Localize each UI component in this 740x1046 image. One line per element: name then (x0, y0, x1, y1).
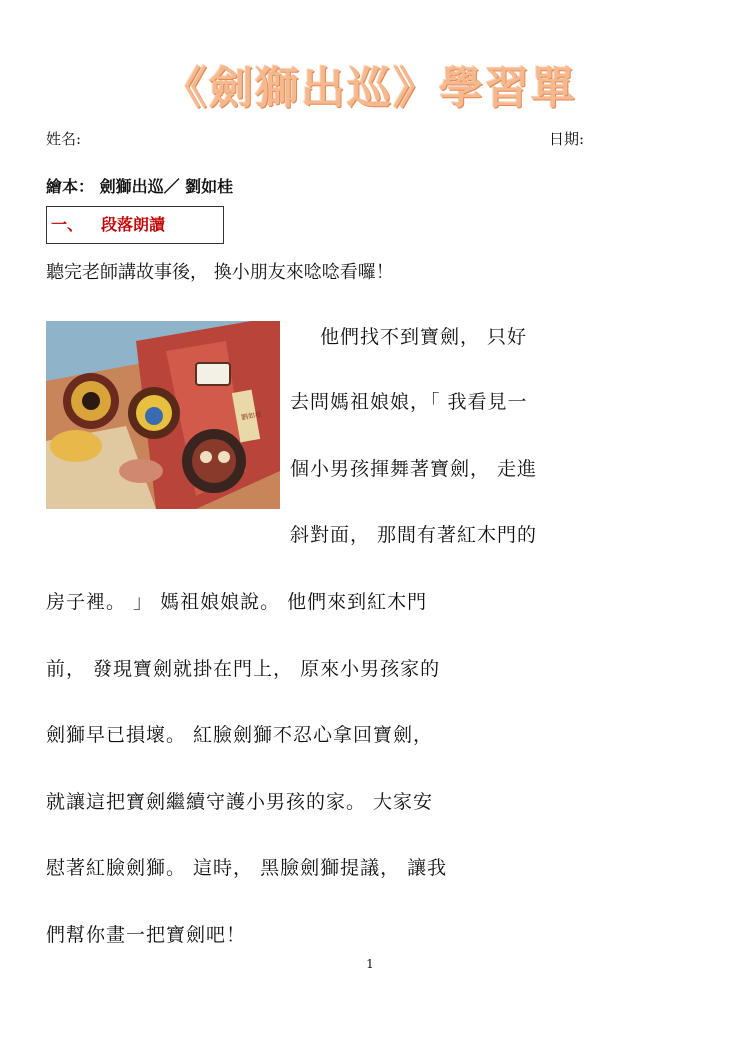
name-label: 姓名: (46, 130, 82, 148)
story-line: 個小男孩揮舞著寶劍， 走進 (290, 458, 538, 480)
date-label: 日期: (549, 130, 585, 148)
section-label: 段落朗讀 (101, 215, 166, 234)
intro-sentence: 聽完老師講故事後， 換小朋友來唸唸看囉！ (46, 262, 394, 283)
story-line: 他們找不到寶劍， 只好 (320, 326, 528, 348)
book-credit: 繪本： 劍獅出巡／ 劉如桂 (46, 177, 234, 196)
page-number: 1 (366, 957, 374, 971)
story-line: 們幫你畫一把寶劍吧！ (46, 924, 247, 946)
story-line: 去問媽祖娘娘，「 我看見一 (290, 391, 528, 413)
story-line: 前， 發現寶劍就掛在門上， 原來小男孩家的 (46, 658, 441, 680)
photo-sign-text: 劉如桂 (240, 410, 263, 422)
story-line: 就讓這把寶劍繼續守護小男孩的家。 大家安 (46, 791, 434, 813)
story-line: 慰著紅臉劍獅。 這時， 黑臉劍獅提議， 讓我 (46, 857, 448, 879)
story-line: 劍獅早已損壞。 紅臉劍獅不忍心拿回寶劍， (46, 724, 434, 746)
section-heading-box (46, 206, 224, 244)
worksheet-title: 《劍獅出巡》學習單 (163, 63, 577, 114)
story-line: 房子裡。 」 媽祖娘娘說。 他們來到紅木門 (46, 591, 428, 613)
picture-book-photo (46, 321, 280, 509)
section-number: 一、 (51, 215, 84, 234)
story-line: 斜對面， 那間有著紅木門的 (290, 524, 538, 546)
lion-photo-illustration (46, 321, 280, 509)
